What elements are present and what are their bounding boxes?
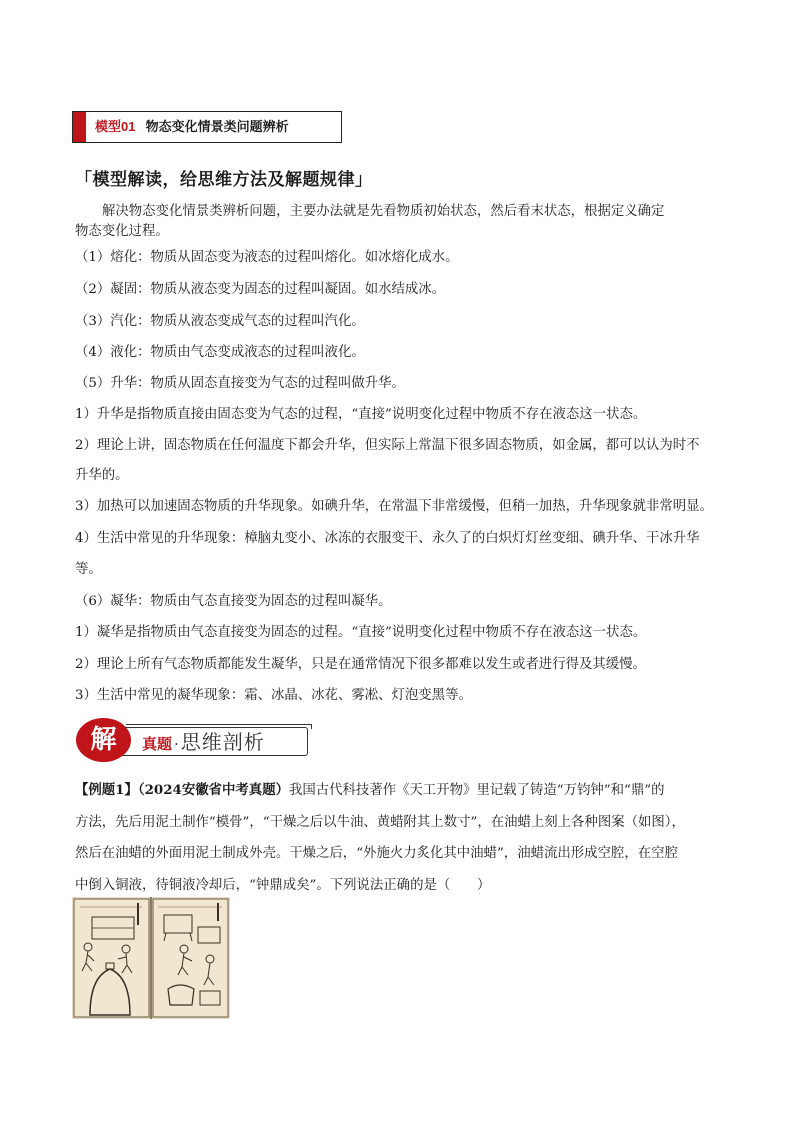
item-melting: （1）熔化：物质从固态变为液态的过程叫熔化。如冰熔化成水。	[75, 250, 459, 265]
question-line-4: 中倒入铜液，待铜液冷却后，“钟鼎成矣”。下列说法正确的是（ ）	[75, 878, 491, 893]
intro-line-2: 物态变化过程。	[75, 224, 169, 239]
model-header-text	[95, 112, 289, 143]
item-liquefaction: （4）液化：物质由气态变成液态的过程叫液化。	[75, 345, 365, 360]
banner-gray-label: 思维剖析	[180, 730, 265, 754]
banner-text	[142, 728, 265, 758]
tiangong-kaiwu-illustration-icon	[72, 897, 230, 1019]
question-text-1: 我国古代科技著作《天工开物》里记载了铸造“万钧钟”和“鼎”的	[288, 783, 665, 798]
banner-red-label: 真题	[142, 735, 173, 753]
banner-badge: 解	[76, 718, 131, 762]
question-line-2: 方法，先后用泥土制作“模骨”，“干燥之后以牛油、黄蜡附其上数寸”，在油蜡上刻上各种图案（如图），	[75, 815, 685, 830]
model-header-bar	[73, 112, 86, 142]
item-sublimation: （5）升华：物质从固态直接变为气态的过程叫做升华。	[75, 376, 405, 391]
sublimation-point-3: 3）加热可以加速固态物质的升华现象。如碘升华，在常温下非常缓慢，但稍一加热，升华现象就非常明显。	[75, 499, 713, 514]
deposition-point-3: 3）生活中常见的凝华现象：霜、冰晶、冰花、雾凇、灯泡变黑等。	[75, 688, 472, 703]
exam-analysis-banner	[76, 718, 311, 762]
sublimation-point-1: 1）升华是指物质直接由固态变为气态的过程，“直接”说明变化过程中物质不存在液态这一状态。	[75, 407, 647, 422]
question-label: 【例题1】	[75, 782, 138, 798]
question-source: （2024安徽省中考真题）	[137, 782, 289, 798]
sublimation-point-4-cont: 等。	[75, 562, 102, 577]
section-heading: 「模型解读，给思维方法及解题规律」	[75, 170, 373, 190]
banner-dot: ·	[174, 735, 179, 753]
sublimation-point-2: 2）理论上讲，固态物质在任何温度下都会升华，但实际上常温下很多固态物质，如金属，都可以认为时不	[75, 438, 700, 453]
item-solidification: （2）凝固：物质从液态变为固态的过程叫凝固。如水结成冰。	[75, 282, 446, 297]
sublimation-point-2-cont: 升华的。	[75, 468, 129, 483]
deposition-point-2: 2）理论上所有气态物质都能发生凝华，只是在通常情况下很多都难以发生或者进行得及其缓慢。	[75, 657, 646, 672]
question-line-1	[75, 779, 665, 798]
model-tag: 模型01	[95, 119, 136, 134]
model-header	[72, 111, 342, 143]
deposition-point-1: 1）凝华是指物质由气态直接变为固态的过程。“直接”说明变化过程中物质不存在液态这一状态。	[75, 625, 647, 640]
model-title: 物态变化情景类问题辨析	[145, 119, 289, 134]
intro-line-1: 解决物态变化情景类辨析问题，主要办法就是先看物质初始状态，然后看末状态，根据定义确定	[102, 204, 665, 219]
question-line-3: 然后在油蜡的外面用泥土制成外壳。干燥之后，“外施火力炙化其中油蜡”，油蜡流出形成空腔，在空腔	[75, 846, 678, 861]
item-deposition: （6）凝华：物质由气态直接变为固态的过程叫凝华。	[75, 594, 392, 609]
item-vaporization: （3）汽化：物质从液态变成气态的过程叫汽化。	[75, 314, 365, 329]
sublimation-point-4: 4）生活中常见的升华现象：樟脑丸变小、冰冻的衣服变干、永久了的白炽灯灯丝变细、碘升华、干冰升华	[75, 531, 700, 546]
